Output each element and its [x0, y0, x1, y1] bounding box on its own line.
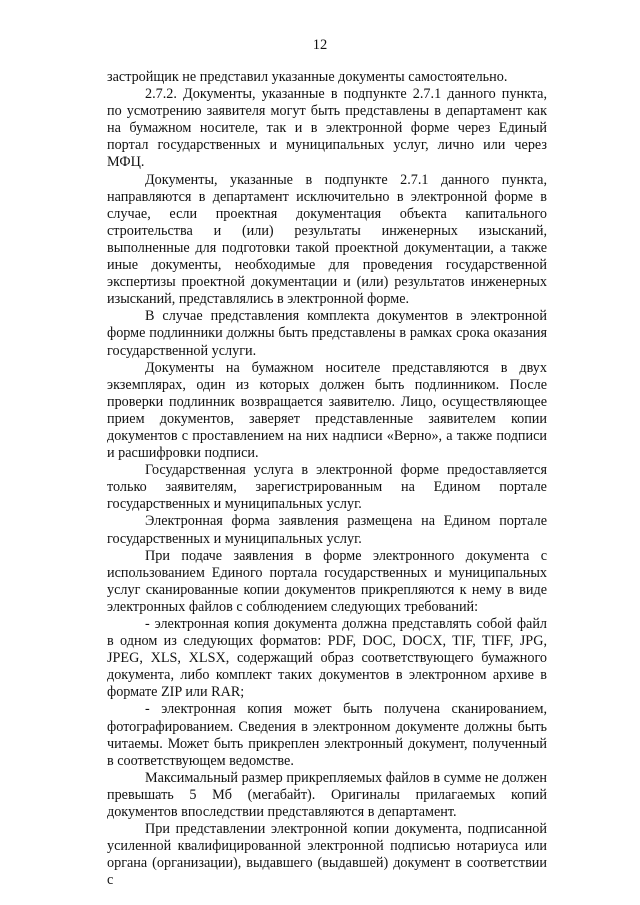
- paragraph-form-location: Электронная форма заявления размещена на Едином портале государственных и муниципальных услуг.: [107, 513, 547, 547]
- paragraph-qualified-signature: При представлении электронной копии документа, подписанной усиленной квалифицированной электронной подписью нотариуса или органа (организации), выдавшего (выдавшей) документ в соответствии с: [107, 821, 547, 889]
- paragraph-submission-requirements: При подаче заявления в форме электронного документа с использованием Единого портала государственных и муниципальных услуг сканированные копии документов прикрепляются к нему в виде электронных файлов с соблюдением следующих требований:: [107, 547, 547, 615]
- paragraph-max-file-size: Максимальный размер прикрепляемых файлов в сумме не должен превышать 5 Мб (мегабайт). Оригиналы прилагаемых копий документов впоследствии представляются в департамент.: [107, 769, 547, 821]
- paragraph-registered-applicants: Государственная услуга в электронной форме предоставляется только заявителям, зарегистрированным на Едином портале государственных и муниципальных услуг.: [107, 462, 547, 513]
- paragraph-originals-deadline: В случае представления комплекта документов в электронной форме подлинники должны быть представлены в рамках срока оказания государственной услуги.: [107, 308, 547, 359]
- list-item-scanning: - электронная копия может быть получена сканированием, фотографированием. Сведения в электронном документе должны быть читаемы. Может быть прикреплен электронный документ, полученный в соответствующем ведомстве.: [107, 701, 547, 769]
- paragraph-continuation: застройщик не представил указанные документы самостоятельно.: [107, 69, 508, 85]
- list-item-file-formats: - электронная копия документа должна представлять собой файл в одном из следующих форматов: PDF, DOC, DOCX, TIF, TIFF, JPG, JPEG, XLS, XLSX, содержащий образ соответствующего бумажного документа, либо комплект таких документов в электронном архиве в формате ZIP или RAR;: [107, 616, 547, 701]
- document-body: [107, 69, 547, 890]
- paragraph-electronic-only: Документы, указанные в подпункте 2.7.1 данного пункта, направляются в департамент исключительно в электронной форме в случае, если проектная документация объекта капитального строительства и (или) результаты инженерных изысканий, выполненные для подготовки такой проектной документации, а также иные документы, необходимые для проведения государственной экспертизы проектной документации и (или) результатов инженерных изысканий, представлялись в электронной форме.: [107, 171, 547, 308]
- page-number: 12: [312, 37, 328, 53]
- paragraph-paper-copies: Документы на бумажном носителе представляются в двух экземплярах, один из которых должен быть подлинником. После проверки подлинник возвращается заявителю. Лицо, осуществляющее прием документов, заверяет представленные заявителем копии документов с проставлением на них надписи «Верно», а также подписи и расшифровки подписи.: [107, 359, 547, 462]
- paragraph-2-7-2: 2.7.2. Документы, указанные в подпункте 2.7.1 данного пункта, по усмотрению заявителя могут быть представлены в департамент как на бумажном носителе, так и в электронной форме через Единый портал государственных и муниципальных услуг, лично или через МФЦ.: [107, 86, 547, 171]
